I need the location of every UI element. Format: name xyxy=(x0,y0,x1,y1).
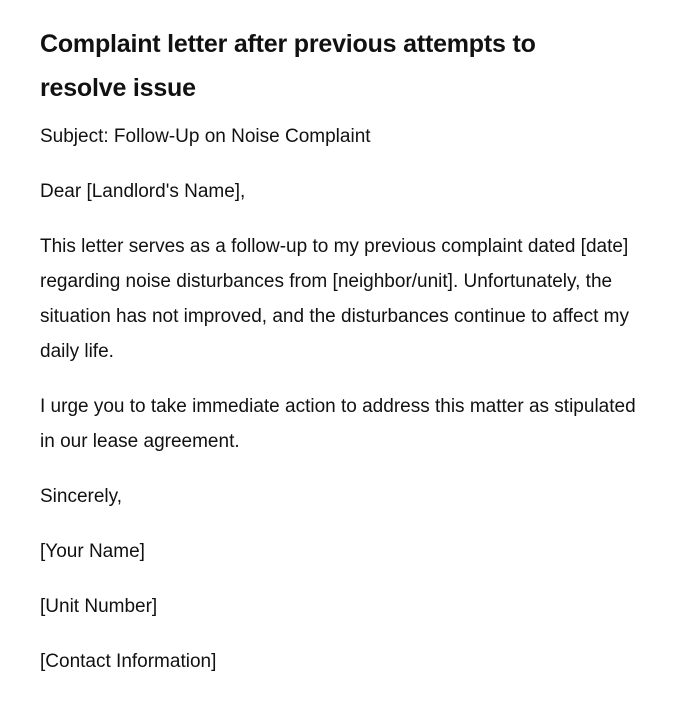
signature-name: [Your Name] xyxy=(40,541,145,562)
letter-paragraph-2: I urge you to take immediate action to address this matter as stipulated in our lease agreement. xyxy=(40,396,636,452)
signature-contact: [Contact Information] xyxy=(40,651,217,672)
signature-unit: [Unit Number] xyxy=(40,596,158,617)
letter-salutation: Dear [Landlord's Name], xyxy=(40,181,246,202)
letter-title: Complaint letter after previous attempts to resolve issue xyxy=(40,30,536,102)
letter-closing: Sincerely, xyxy=(40,486,123,507)
letter-paragraph-1: This letter serves as a follow-up to my previous complaint dated [date] regarding noise disturbances from [neighbor/unit]. Unfortunately, the situation has not improved, and the disturbances continue to affect my daily life. xyxy=(40,236,629,362)
letter-subject: Subject: Follow-Up on Noise Complaint xyxy=(40,126,371,147)
